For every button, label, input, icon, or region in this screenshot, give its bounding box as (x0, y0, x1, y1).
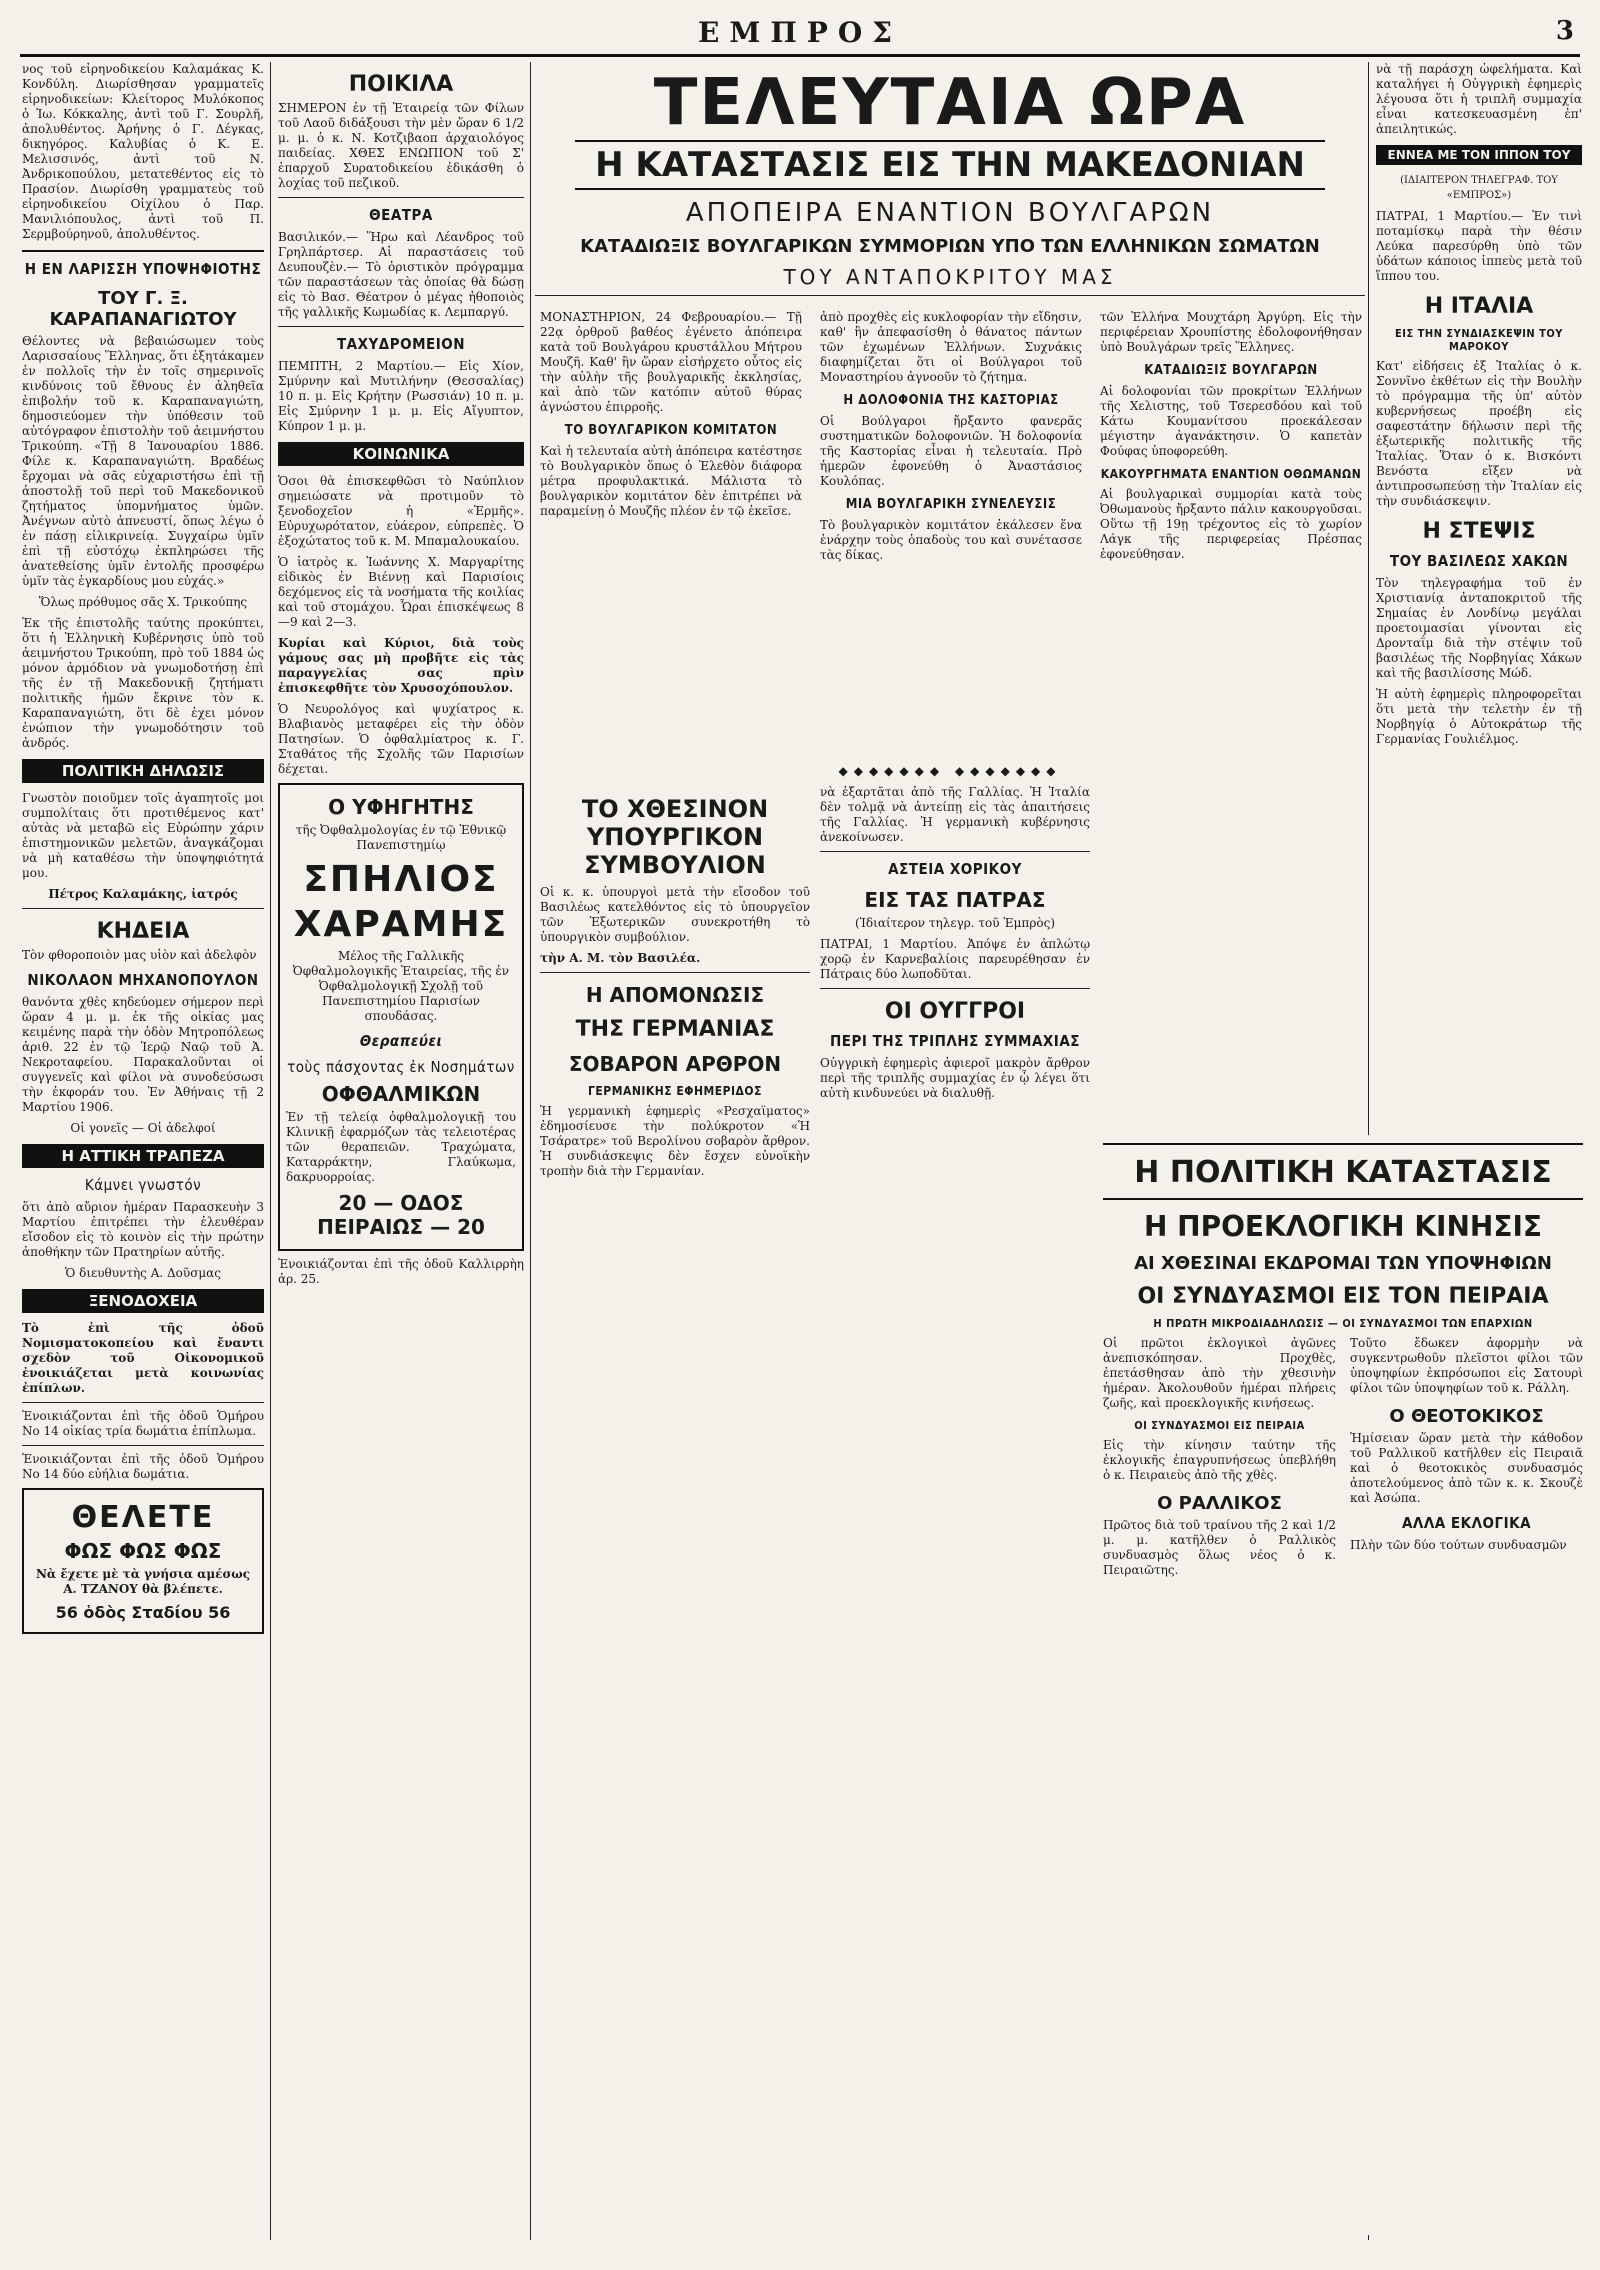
lower-column-a (540, 785, 810, 2240)
choir-source: (Ἰδιαίτερον τηλεγρ. τοῦ Ἐμπρὸς) (855, 916, 1055, 930)
elections-heading: ΑΛΛΑ ΕΚΛΟΓΙΚΑ (1401, 1514, 1532, 1532)
piraeus-text: Εἰς τὴν κίνησιν ταύτην τῆς ἐκλογικῆς ἐπαγρυπνήσεως ὑπεβλήθη ὁ κ. Πειραιεὺς ἀπὸ τῆς χθὲς. (1103, 1438, 1336, 1482)
ad-professor-text: τῆς Ὀφθαλμολογίας ἐν τῷ Ἐθνικῷ Πανεπιστημίῳ (295, 823, 507, 852)
divider (22, 908, 264, 909)
post-office-heading: ΤΑΧΥΔΡΟΜΕΙΟΝ (336, 335, 466, 353)
ad-professor-title: Ο ΥΦΗΓΗΤΗΣ (328, 795, 474, 819)
post-office-text: ΠΕΜΠΤΗ, 2 Μαρτίου.— Εἰς Χίον, Σμύρνην καὶ Μυτιλήνην (Θεσσαλίας) 10 π. μ. Εἰς Κρήτην (Ρωσσιάν) 10 π. μ. Εἰς Σμύρνην 1 μ. μ. Εἰς Αἴγυπτον, Κύπρον 1 μ. μ. (278, 359, 524, 433)
divider (22, 250, 264, 252)
divider (1103, 1198, 1583, 1200)
serious-article-heading: ΣΟΒΑΡΟΝ ΑΡΘΡΟΝ (568, 1052, 782, 1076)
main-subcolumn-1 (540, 310, 802, 525)
ad-title: ΘΕΛΕΤΕ (71, 1500, 215, 1535)
headline-last-hour: ΤΕΛΕΥΤΑΙΑ ΩΡΑ (653, 66, 1247, 140)
bank-text: ὅτι ἀπὸ αὔριον ἡμέραν Παρασκευὴν 3 Μαρτίου ἐπιτρέπει τὴν ἐλευθέραν εἴσοδον εἰς τὸ κοινὸν εἰς τὴν πρώτην ἀποθήκην τῶν Πρατηρίων αὐτῆς. (22, 1200, 264, 1259)
coronation-subheading: ΤΟΥ ΒΑΣΙΛΕΩΣ ΧΑΚΩΝ (1389, 552, 1569, 570)
ad-professor-name-1: ΣΠΗΛΙΟΣ (303, 859, 499, 900)
section-ornament: ◆◆◆◆◆◆◆ ◆◆◆◆◆◆◆ (838, 764, 1062, 778)
ad-address: 56 ὁδὸς Σταδίου 56 (55, 1603, 231, 1622)
funeral-text-2: θανόντα χθὲς κηδεύομεν σήμερον περὶ ὥραν 4 μ. μ. ἐκ τῆς οἰκίας μας κειμένης παρὰ τὴν ὁδὸν Μητροπόλεως ἀριθ. 22 ἐν τῷ Ἱερῷ Ναῷ τοῦ Ἀ. Νεκροταφείου. Παρακαλοῦνται οἱ συγγενεῖς καὶ φίλοι νὰ συνοδεύσωσι τὴν ἐκφοράν του. Ἐν Ἀθήναις τῇ 2 Μαρτίου 1906. (22, 995, 264, 1114)
cabinet-meeting-heading: ΤΟ ΧΘΕΣΙΝΟΝ ΥΠΟΥΡΓΙΚΟΝ ΣΥΜΒΟΥΛΙΟΝ (581, 795, 769, 879)
monastir-lead: ΜΟΝΑΣΤΗΡΙΟΝ, 24 Φεβρουαρίου.— Τῇ 22ᾳ ὀρθροῦ βαθέος ἐγένετο ἀπόπειρα κατὰ τοῦ Βουλγάρου κρυστάλλου Μήτρου Μουζῆ. Καθ' ἣν ὥραν εἰσήρχετο οὗτος εἰς τὴν αὐλὴν τῆς βουλγαρικῆς ἐκκλησίας, καὶ ἀπὸ τῶν κατόπιν αὐτοῦ θύρας ἀγνώστου ἐπιρροῆς. (540, 310, 802, 414)
horse-heading: ΕΝΝΕΑ ΜΕ ΤΟΝ ΙΠΠΟΝ ΤΟΥ (1376, 145, 1582, 165)
italy-text: Κατ' εἰδήσεις ἐξ Ἰταλίας ὁ κ. Σοννῖνο ἐκθέτων εἰς τὴν Βουλὴν τὸ πρόγραμμα τῆς ὑπ' αὐτὸν κυβερνήσεως προέβη εἰς σαφεστάτην δήλωσιν περὶ τῆς ἐξωτερικῆς πολιτικῆς τῆς Ἰταλίας. Ὅταν ὁ κ. Βισκόντι Βενόστα εἴξεν νὰ ἀντιπροσωπεύσῃ τὴν Ἰταλίαν εἰς τὴν συνδιάσκεψιν. (1376, 359, 1582, 508)
bank-subheading: Κάμνει γνωστόν (84, 1176, 202, 1194)
politics-columns (1103, 1336, 1583, 1584)
candidacy-text: Θέλοντες νὰ βεβαιώσωμεν τοὺς Λαρισσαίους Ἕλληνας, ὅτι ἐξητάκαμεν ἐν πολλοῖς τὴν ἐν τοῖς σημερινοῖς κινδύνοις τοῦ ἔθνους ἐν ἀληθεῖα ἐπιβολήν τοῦ κ. Καραπαναγιώτη, δημοσιεύομεν τὴν ὑπόθεσιν τοῦ αὐτόγραφον ἐπιστολὴν τοῦ ἀειμνήστου Τρικούπη. «Τῇ 8 Ἰανουαρίου 1886. Φίλε κ. Καραπαναγιώτη. Βραδέως ἔρχομαι νὰ σᾶς εὐχαριστήσω ἐπὶ τῇ ἀποστολῇ τοῦ περὶ τοῦ Μακεδονικοῦ ζητήματος ὑπομνήματος ὑμῶν. Ἀνέγνων αὐτὸ ἀπνευστί, ὅπως λέγω ὁ ἐν πάσῃ εἰλικρινείᾳ. Συγχαίρω ὑμῖν ἐπὶ τῇ εὐστόχῳ ἐκπληρώσει τῆς ἀνατεθείσης ὑμῖν ἐντολῆς προσφέρω ὑμῖν τὰς ἐγκαρδίους μου εὐχάς.» (22, 334, 264, 588)
divider (1103, 1143, 1583, 1145)
headline-pursuit: ΚΑΤΑΔΙΩΞΙΣ ΒΟΥΛΓΑΡΙΚΩΝ ΣΥΜΜΟΡΙΩΝ ΥΠΟ ΤΩΝ ΕΛΛΗΝΙΚΩΝ ΣΩΜΑΤΩΝ (580, 236, 1320, 257)
rent-notice: Ἐνοικιάζονται ἐπὶ τῆς ὁδοῦ Καλλιρρὴη ἀρ. 25. (278, 1257, 524, 1286)
funeral-signature: Οἱ γονεῖς — Οἱ ἀδελφοί (70, 1121, 216, 1135)
ophthalmology-text: Ὁ Νευρολόγος καὶ ψυχίατρος κ. Βλαβιανὸς μεταφέρει εἰς τὴν ὁδὸν Πατησίων. Ὁ ὀφθαλμίατρος κ. Γ. Σταθάτος τῆς Σχολῆς τῶν Παρισίων δέχεται. (278, 702, 524, 776)
misc-text: ΣΗΜΕΡΟΝ ἐν τῇ Ἑταιρείᾳ τῶν Φίλων τοῦ Λαοῦ διδάξουσι τὴν μὲν ὥραν 6 1/2 μ. μ. ὁ κ. Ν. Κοτζιβαοπ ἀρχαιολόγος παιδείας. ΧΘΕΣ ΕΝΩΠΙΟΝ τοῦ Σ' ἐπαρχοῦ Συρατοδικείου ἐδικάσθη ὁ λοχίας τοῦ πεζικοῦ. (278, 101, 524, 190)
divider (278, 326, 524, 327)
candidacy-heading: Η ΕΝ ΛΑΡΙΣΣΗ ΥΠΟΨΗΦΙΟΤΗΣ (24, 260, 262, 278)
political-statement-text: Γνωστὸν ποιοῦμεν τοῖς ἀγαπητοῖς μοι συμπολίταις ὅτι προτιθέμενος κατ' αὐτὰς νὰ μεταβῶ εἰς Εὐρώπην χάριν ἐπιστημονικῶν μελετῶν, ἀναγκάζομαι νὰ μὴ καταθέσω τὴν ὑποψηφιότητά μου. (22, 791, 264, 880)
ad-treats-specialty: ΟΦΘΑΛΜΙΚΩΝ (321, 1082, 481, 1106)
social-heading: ΚΟΙΝΩΝΙΚΑ (278, 442, 524, 466)
column-2 (278, 62, 524, 2240)
cabinet-meeting-text: Οἱ κ. κ. ὑπουργοὶ μετὰ τὴν εἴσοδον τοῦ Βασιλέως κατελθόντος εἰς τὸ ὑπουργεῖον τῶν Ἐξωτερικῶν συνεκροτήθη τὸ ὑπουργικὸν συμβούλιον. (540, 885, 810, 944)
choir-heading: ΑΣΤΕΙΑ ΧΟΡΙΚΟΥ (888, 860, 1022, 878)
horse-text: ΠΑΤΡΑΙ, 1 Μαρτίου.— Ἐν τινὶ ποταμίσκῳ παρὰ τὴν θέσιν Λεύκα παρεσύρθη ὑπὸ τῶν ὑδάτων κάποιος ἱππεὺς μετὰ τοῦ ἵππου του. (1376, 209, 1582, 283)
lamp-advertisement (22, 1488, 264, 1634)
bulgarian-assembly-text: Τὸ βουλγαρικὸν κομιτάτον ἐκάλεσεν ἕνα ἐνάρχην τοὺς ὁπαδοὺς του καὶ συνέτασσε τὰς δίκας. (820, 518, 1082, 562)
monastir-continuation: ἀπὸ προχθὲς εἰς κυκλοφορίαν τὴν εἴδησιν, καθ' ἣν ἀπεφασίσθη ὁ θάνατος πάντων τῶν ἐχωμένων Ἑλλήνων. Συχνάκις διαφημίζεται ὅτι οἱ Βούλγαροι τοῦ Μοναστηρίου ἀγνοοῦν τὸ ζήτημα. (820, 310, 1082, 384)
misc-heading: ΠΟΙΚΙΛΑ (348, 72, 454, 97)
hungarian-conclusion: νὰ τῇ παράσχη ὠφελήματα. Καὶ καταλήγει ἡ Οὐγγρικὴ ἐφημερὶς λέγουσα ὅτι ἡ τριπλῆ συμμαχία εἶναι κατεσκευασμένη ἐπ' ἀπειλητικώς. (1376, 62, 1582, 136)
column-1 (22, 62, 264, 2240)
campaign-heading: Η ΠΡΟΕΚΛΟΓΙΚΗ ΚΙΝΗΣΙΣ (1143, 1210, 1543, 1243)
main-subcolumn-3 (1100, 310, 1362, 568)
politics-lead: Οἱ πρῶτοι ἐκλογικοὶ ἀγῶνες ἀνεπισκόπησαν. Προχθὲς, ἐπετάσθησαν ἀπὸ τὴν χθεσινὴν ἡμέραν. Ἀκολουθοῦν ἡμέραι πλήρεις ζωῆς, καὶ προεκλογικῆς κινήσεως. (1103, 1336, 1336, 1410)
theotokis-heading: Ο ΘΕΟΤΟΚΙΚΟΣ (1389, 1406, 1544, 1427)
ad-professor-name-2: ΧΑΡΑΜΗΣ (293, 904, 509, 945)
newspaper-title: ΕΜΠΡΟΣ (697, 16, 903, 49)
column-rule (270, 62, 271, 2240)
doctor-text: Ὁ ἰατρὸς κ. Ἰωάννης Χ. Μαργαρίτης εἰδικὸς ἐν Βιέννῃ καὶ Παρισίοις δεχόμενος εἰς τὰ νοσήματα τῆς κοιλίας καὶ τοῦ στομάχου. Ὧραι ἐπισκέψεως 8—9 καὶ 2—3. (278, 555, 524, 629)
patras-heading: ΕΙΣ ΤΑΣ ΠΑΤΡΑΣ (864, 888, 1046, 912)
political-statement-heading: ΠΟΛΙΤΙΚΗ ΔΗΛΩΣΙΣ (22, 759, 264, 783)
lower-column-b (820, 785, 1090, 2240)
divider (278, 197, 524, 198)
headline-attempt: ΑΠΟΠΕΙΡΑ ΕΝΑΝΤΙΟΝ ΒΟΥΛΓΑΡΩΝ (685, 198, 1215, 228)
politics-heading: Η ΠΟΛΙΤΙΚΗ ΚΑΤΑΣΤΑΣΙΣ (1134, 1155, 1552, 1190)
piraeus-small-heading: ΟΙ ΣΥΝΔΥΑΣΜΟΙ ΕΙΣ ΠΕΙΡΑΙΑ (1134, 1419, 1305, 1432)
doctor-advertisement (278, 783, 524, 1251)
crimes-text: Αἱ βουλγαρικαὶ συμμορίαι κατὰ τοὺς Ὀθωμανοὺς ἤρξαντο πάλιν κακουργοῦσαι. Οὕτω τῇ 19ῃ τρέχοντος εἰς τὸ χωρίον Λάγκ τῆς περιφερείας Πρέσπας ἐφονεύθησαν. (1100, 487, 1362, 561)
hungarians-heading: ΟΙ ΟΥΓΓΡΟΙ (884, 999, 1026, 1024)
candidacy-subheading: ΤΟΥ Γ. Ξ. ΚΑΡΑΠΑΝΑΓΙΩΤΟΥ (49, 288, 237, 330)
germany-text: Ἡ γερμανικὴ ἐφημερὶς «Ρεσχαϊματος» ἐδημοσίευσε τὴν πολύκροτον «Ἡ Τσάρατρε» τοῦ Βερολίνου σοβαρὸν ἄρθρον. Ἡ συνδιάσκεψις δὲν ἔσχεν εὐνοϊκὴν τροπὴν διὰ τὴν Γερμανίαν. (540, 1104, 810, 1178)
headline-macedonia: Η ΚΑΤΑΣΤΑΣΙΣ ΕΙΣ ΤΗΝ ΜΑΚΕΔΟΝΙΑΝ (595, 145, 1305, 185)
rallis-text: Πρῶτος διὰ τοῦ τραίνου τῆς 2 καὶ 1/2 μ. μ. κατῆλθεν ὁ Ραλλικὸς συνδυασμὸς ὅλως νέος ὁ κ. Πειραιῶτης. (1103, 1518, 1336, 1577)
main-headline-block (535, 62, 1365, 302)
politics-column-right (1350, 1336, 1583, 1584)
main-subcolumn-2 (820, 310, 1082, 569)
coronation-text: Τὸν τηλεγραφήμα τοῦ ἐν Χριστιανίᾳ ἀνταποκριτοῦ τῆς Σημαίας ἐν Λονδίνῳ μεγάλαι προετοιμασίαι γίνονται εἰς Δρονταΐμ διὰ τὴν στέψιν τοῦ βασιλέως τῆς Νορβηγίας Χάκων καὶ τῆς βασιλίσσης Μώδ. (1376, 576, 1582, 680)
horse-source: (ΙΔΙΑΙΤΕΡΟΝ ΤΗΛΕΓΡΑΦ. ΤΟΥ «ΕΜΠΡΟΣ») (1400, 175, 1558, 201)
elections-text: Πλὴν τῶν δύο τούτων συνδυασμῶν (1350, 1538, 1567, 1552)
funeral-name: ΝΙΚΟΛΑΟΝ ΜΗΧΑΝΟΠΟΥΛΟΝ (27, 971, 259, 989)
hungarians-text: Οὐγγρικὴ ἐφημερὶς ἀφιεροῖ μακρὸν ἄρθρον περὶ τῆς τριπλῆς συμμαχίας ἐν ᾧ λέγει ὅτι αὐτὴ κινδυνεύει νὰ διαλυθῇ. (820, 1056, 1090, 1100)
divider (575, 188, 1325, 190)
choir-text: ΠΑΤΡΑΙ, 1 Μαρτίου. Ἀπόψε ἐν ἀπλώτῳ χορῷ ἐν Καρνεβαλίοις παρευρέθησαν ἐν Πάτραις δύο λωποδῦται. (820, 937, 1090, 981)
ad-treats-label: Θεραπεύει (359, 1032, 443, 1050)
politics-column-left (1103, 1336, 1336, 1584)
funeral-text: Τὸν φθοροποιὸν μας υἱὸν καὶ ἀδελφὸν (22, 948, 257, 962)
social-text: Ὁσοι θὰ ἐπισκεφθῶσι τὸ Ναύπλιον σημειώσατε νὰ προτιμοῦν τὸ ξενοδοχεῖον ἡ «Ἑρμῆς». Εὐρυχωρότατον, εὐάερον, εὐπρεπὲς. Ὁ ἐξοχώτατος τοῦ κ. Μ. Μπαμαλουκαίου. (278, 474, 524, 548)
candidacy-text-2: Ἐκ τῆς ἐπιστολῆς ταύτης προκύπτει, ὅτι ἡ Ἑλληνικὴ Κυβέρνησις ὑπὸ τοῦ ἀειμνήστου Τρικούπη, πρὸ τοῦ 1884 ὡς μόνον ἀρμόδιον νὰ γνωμοδοτήσῃ ἐπὶ τῆς ἐν τῇ Μακεδονικῇ ζητήματι πολιτικῆς ἡμῶν ἔκρινε τὸν κ. Καραπαναγιώτη, ὅτι δὲ ἐχει μόνον ἐνώπιον τὴν γνωμοδότησιν τοῦ ἀνδρός. (22, 616, 264, 750)
divider (22, 1402, 264, 1403)
political-statement-signature: Πέτρος Καλαμάκης, ἰατρός (48, 887, 238, 901)
hroupista-text: τῶν Ἑλλήνα Μουχτάρη Ἀργύρη. Εἰς τὴν περιφέρειαν Χρουπίστης ἐδολοφονήθησαν ὑπὸ Βουλγάρων τρεῖς Ἕλληνες. (1100, 310, 1362, 354)
germany-heading: ΤΗΣ ΓΕΡΜΑΝΙΑΣ (575, 1017, 775, 1042)
ad-clinic-text: Ἐν τῇ τελείᾳ ὀφθαλμολογικῇ του Κλινικῇ ἐφαρμόζων τὰς τελειοτέρας τῶν θεραπειῶν. Τραχώματα, Καταρράκτην, Γλαύκωμα, δακρυορροίας. (286, 1110, 516, 1184)
divider (535, 295, 1365, 296)
isolation-heading: Η ΑΠΟΜΟΝΩΣΙΣ (585, 983, 765, 1007)
theaters-heading: ΘΕΑΤΡΑ (369, 206, 433, 224)
ad-headline: ΦΩΣ ΦΩΣ ΦΩΣ (64, 1539, 222, 1563)
theotokis-text: Ἠμίσειαν ὥραν μετὰ τὴν κάθοδον τοῦ Ραλλικοῦ κατῆλθεν εἰς Πειραιᾶ καὶ ὁ θεοτοκικὸς συνδυασμός ἀποτελούμενος ἀπὸ τῶν κ. κ. Σκουζὲ καὶ Ἀσώπα. (1350, 1431, 1583, 1505)
politics-subheading: Η ΠΡΩΤΗ ΜΙΚΡΟΔΙΑΔΗΛΩΣΙΣ — ΟΙ ΣΥΝΔΥΑΣΜΟΙ ΤΩΝ ΕΠΑΡΧΙΩΝ (1153, 1317, 1533, 1330)
committee-text: Καὶ ἡ τελευταία αὐτὴ ἀπόπειρα κατέστησε τὸ Βουλγαρικὸν ὅπως ὁ Ἐλεθὸν διάφορα μέτρα προφυλακτικά. Μάλιστα τὸ βουλγαρικὸν κομιτάτον δὲν ἐπιτρέπει νὰ παραμείνῃ ὁ Μουζῆς πλέον ἐν τῷ ἐκεῖσε. (540, 444, 802, 518)
committee-heading: ΤΟ ΒΟΥΛΓΑΡΙΚΟΝ ΚΟΜΙΤΑΤΟΝ (564, 423, 778, 438)
rent-notice-2: Ἐνοικιάζονται ἐπὶ τῆς ὁδοῦ Ὁμήρου Νο 14 δύο εὐήλια δωμάτια. (22, 1452, 264, 1481)
divider (575, 140, 1325, 142)
crimes-heading: ΚΑΚΟΥΡΓΗΜΑΤΑ ΕΝΑΝΤΙΟΝ ΟΘΩΜΑΝΩΝ (1100, 467, 1362, 481)
pursuit-text: Αἱ δολοφονίαι τῶν προκρίτων Ἑλλήνων τῆς Χελιστης, τοῦ Τσερεσδόου καὶ τοῦ Κάτω Κουμανίτσου προεκάλεσαν μέγιστην ἀγανάκτησιν. Ὁ καπετὰν Φούφας ὑποφορεύθη. (1100, 384, 1362, 458)
divider (820, 851, 1090, 852)
politics-right-text: Τοῦτο ἔδωκεν ἀφορμὴν νὰ συγκεντρωθοῦν πλεῖστοι φίλοι τῶν ὑποψηφίων ἐκπρόσωποι εἰς Σατουρὶ φίλοι τῶν ὑποψηφίων τοῦ κ. Ράλλη. (1350, 1336, 1583, 1395)
candidacy-signature: Ὅλως πρόθυμος σᾶς Χ. Τρικούπης (38, 595, 248, 609)
ad-address: 20 — ΟΔΟΣ ΠΕΙΡΑΙΩΣ — 20 (317, 1191, 485, 1239)
page-number: 3 (1555, 16, 1574, 46)
kastoria-murder-heading: Η ΔΟΛΟΦΟΝΙΑ ΤΗΣ ΚΑΣΤΟΡΙΑΣ (843, 393, 1059, 408)
rallis-heading: Ο ΡΑΛΛΙΚΟΣ (1157, 1493, 1282, 1514)
divider (22, 1445, 264, 1446)
bulgarian-assembly-heading: ΜΙΑ ΒΟΥΛΓΑΡΙΚΗ ΣΥΝΕΛΕΥΣΙΣ (845, 497, 1057, 512)
hotel-text: Τὸ ἐπὶ τῆς ὁδοῦ Νομισματοκοπείου καὶ ἔναντι σχεδὸν τοῦ Οἰκονομικοῦ ἐνοικιάζεται μετὰ κοινωνίας ἐπίπλων. (22, 1321, 264, 1395)
german-paper-heading: ΓΕΡΜΑΝΙΚΗΣ ΕΦΗΜΕΡΙΔΟΣ (588, 1084, 762, 1098)
ad-text: Νὰ ἔχετε μὲ τὰ γνήσια αμέσως Α. ΤΖΑΝΟΥ θὰ βλέπετε. (35, 1567, 251, 1596)
masthead (20, 14, 1580, 57)
headline-correspondent: ΤΟΥ ΑΝΤΑΠΟΚΡΙΤΟΥ ΜΑΣ (783, 265, 1117, 289)
ad-treats-text: τοὺς πάσχοντας ἐκ Νοσημάτων (287, 1058, 515, 1076)
coronation-text-2: Ἡ αὐτὴ ἐφημερὶς πληροφορεῖται ὅτι μετὰ τὴν τελετὴν ἐν τῇ Νορβηγίᾳ ὁ Αὐτοκράτωρ τῆς Γερμανίας Γουλιέλμος. (1376, 687, 1582, 746)
bank-heading: Η ΑΤΤΙΚΗ ΤΡΑΠΕΖΑ (22, 1144, 264, 1168)
bank-signature: Ὁ διευθυντὴς Α. Δοῦσμας (64, 1266, 222, 1280)
cabinet-meeting-closing: τὴν Α. Μ. τὸν Βασιλέα. (540, 951, 701, 965)
coronation-heading: Η ΣΤΕΨΙΣ (1422, 519, 1536, 544)
politics-block (1103, 1135, 1583, 2235)
triple-alliance-heading: ΠΕΡΙ ΤΗΣ ΤΡΙΠΛΗΣ ΣΥΜΜΑΧΙΑΣ (830, 1032, 1080, 1050)
ad-professor-credentials: Μέλος τῆς Γαλλικῆς Ὀφθαλμολογικῆς Ἑταιρείας, τῆς ἐν Ὀφθαλμολογικῇ Σχολῇ τοῦ Πανεπιστημίου Παρισίων σπουδάσας. (292, 949, 510, 1023)
italy-heading: Η ΙΤΑΛΙΑ (1424, 294, 1534, 319)
theaters-text: Βασιλικόν.— Ἥρω καὶ Λέανδρος τοῦ Γρηλπάρτσερ. Αἱ παραστάσεις τοῦ Δευπουζὲν.— Τὸ ὁριστικὸν πρόγραμμα τῶν παραστάσεων τὰς ὁποίας θὰ δώσῃ εἰς τὸ Βασ. Θέατρον ὁ μέγας ἠθοποιὸς τῆς γαλλικῆς Κωμωδίας κ. Λεμπαργύ. (278, 230, 524, 319)
appointments-text: νος τοῦ εἰρηνοδικείου Καλαμάκας Κ. Κονδύλη. Διωρίσθησαν γραμματεῖς εἰρηνοδικείων: Κλείτορος Μυλόκοπος ὁ Ἰω. Κόκκαλης, ἀντὶ τοῦ Γ. Σουρλῆ, ἀπολυθέντος. Ἀρήνης ὁ Γ. Δέγκας, δικηγόρος. Καλυβίας ὁ Κ. Ε. Μελισσινός, ἀντὶ τοῦ Ν. Ἀνδρικοπούλου, μετατεθέντος εἰς τὸ Πρασίον. Διωρίσθη γραμματεὺς τοῦ εἰρηνοδικείου Οἰχίλου ὁ Παρ. Μανιλιόπουλος, ἀντὶ τοῦ Π. Σερμβούρηνοῦ, ἀπολυθέντος. (22, 62, 264, 241)
rent-notice-1: Ἐνοικιάζονται ἐπὶ τῆς ὁδοῦ Ὁμήρου Νο 14 οἰκίας τρία δωμάτια ἐπίπλωμα. (22, 1409, 264, 1438)
hotel-heading: ΞΕΝΟΔΟΧΕΙΑ (22, 1289, 264, 1313)
divider (540, 972, 810, 973)
excursions-heading: ΑΙ ΧΘΕΣΙΝΑΙ ΕΚΔΡΟΜΑΙ ΤΩΝ ΥΠΟΨΗΦΙΩΝ (1134, 1253, 1552, 1274)
france-text: νὰ ἐξαρτᾶται ἀπὸ τῆς Γαλλίας. Ἡ Ἰταλία δὲν τολμᾷ νὰ ἀντείπῃ εἰς τὰς ἀπαιτήσεις τῆς Γαλλίας. Ἡ γερμανικὴ κυβέρνησις ἀνεκοίνωσεν. (820, 785, 1090, 844)
column-rule (530, 62, 531, 2240)
jeweler-text: Κυρίαι καὶ Κύριοι, διὰ τοὺς γάμους σας μὴ προβῆτε εἰς τὰς παραγγελίας σας πρὶν ἐπισκεφθῆτε τὸν Χρυσοχόπουλον. (278, 636, 524, 695)
funeral-heading: ΚΗΔΕΙΑ (96, 919, 190, 944)
kastoria-murder-text: Οἱ Βούλγαροι ἤρξαντο φανερᾶς συστηματικῶν δολοφονιῶν. Ἡ δολοφονία τῆς Καστορίας εἶναι ἡ τελευταία. Πρὸ ἡμερῶν ἐφονεύθη ὁ Ἀναστάσιος Κουλόπας. (820, 414, 1082, 488)
piraeus-combinations-heading: ΟΙ ΣΥΝΔΥΑΣΜΟΙ ΕΙΣ ΤΟΝ ΠΕΙΡΑΙΑ (1137, 1284, 1549, 1309)
pursuit-heading: ΚΑΤΑΔΙΩΞΙΣ ΒΟΥΛΓΑΡΩΝ (1144, 363, 1318, 378)
italy-subheading: ΕΙΣ ΤΗΝ ΣΥΝΔΙΑΣΚΕΨΙΝ ΤΟΥ ΜΑΡΟΚΟΥ (1395, 327, 1563, 353)
divider (820, 988, 1090, 989)
